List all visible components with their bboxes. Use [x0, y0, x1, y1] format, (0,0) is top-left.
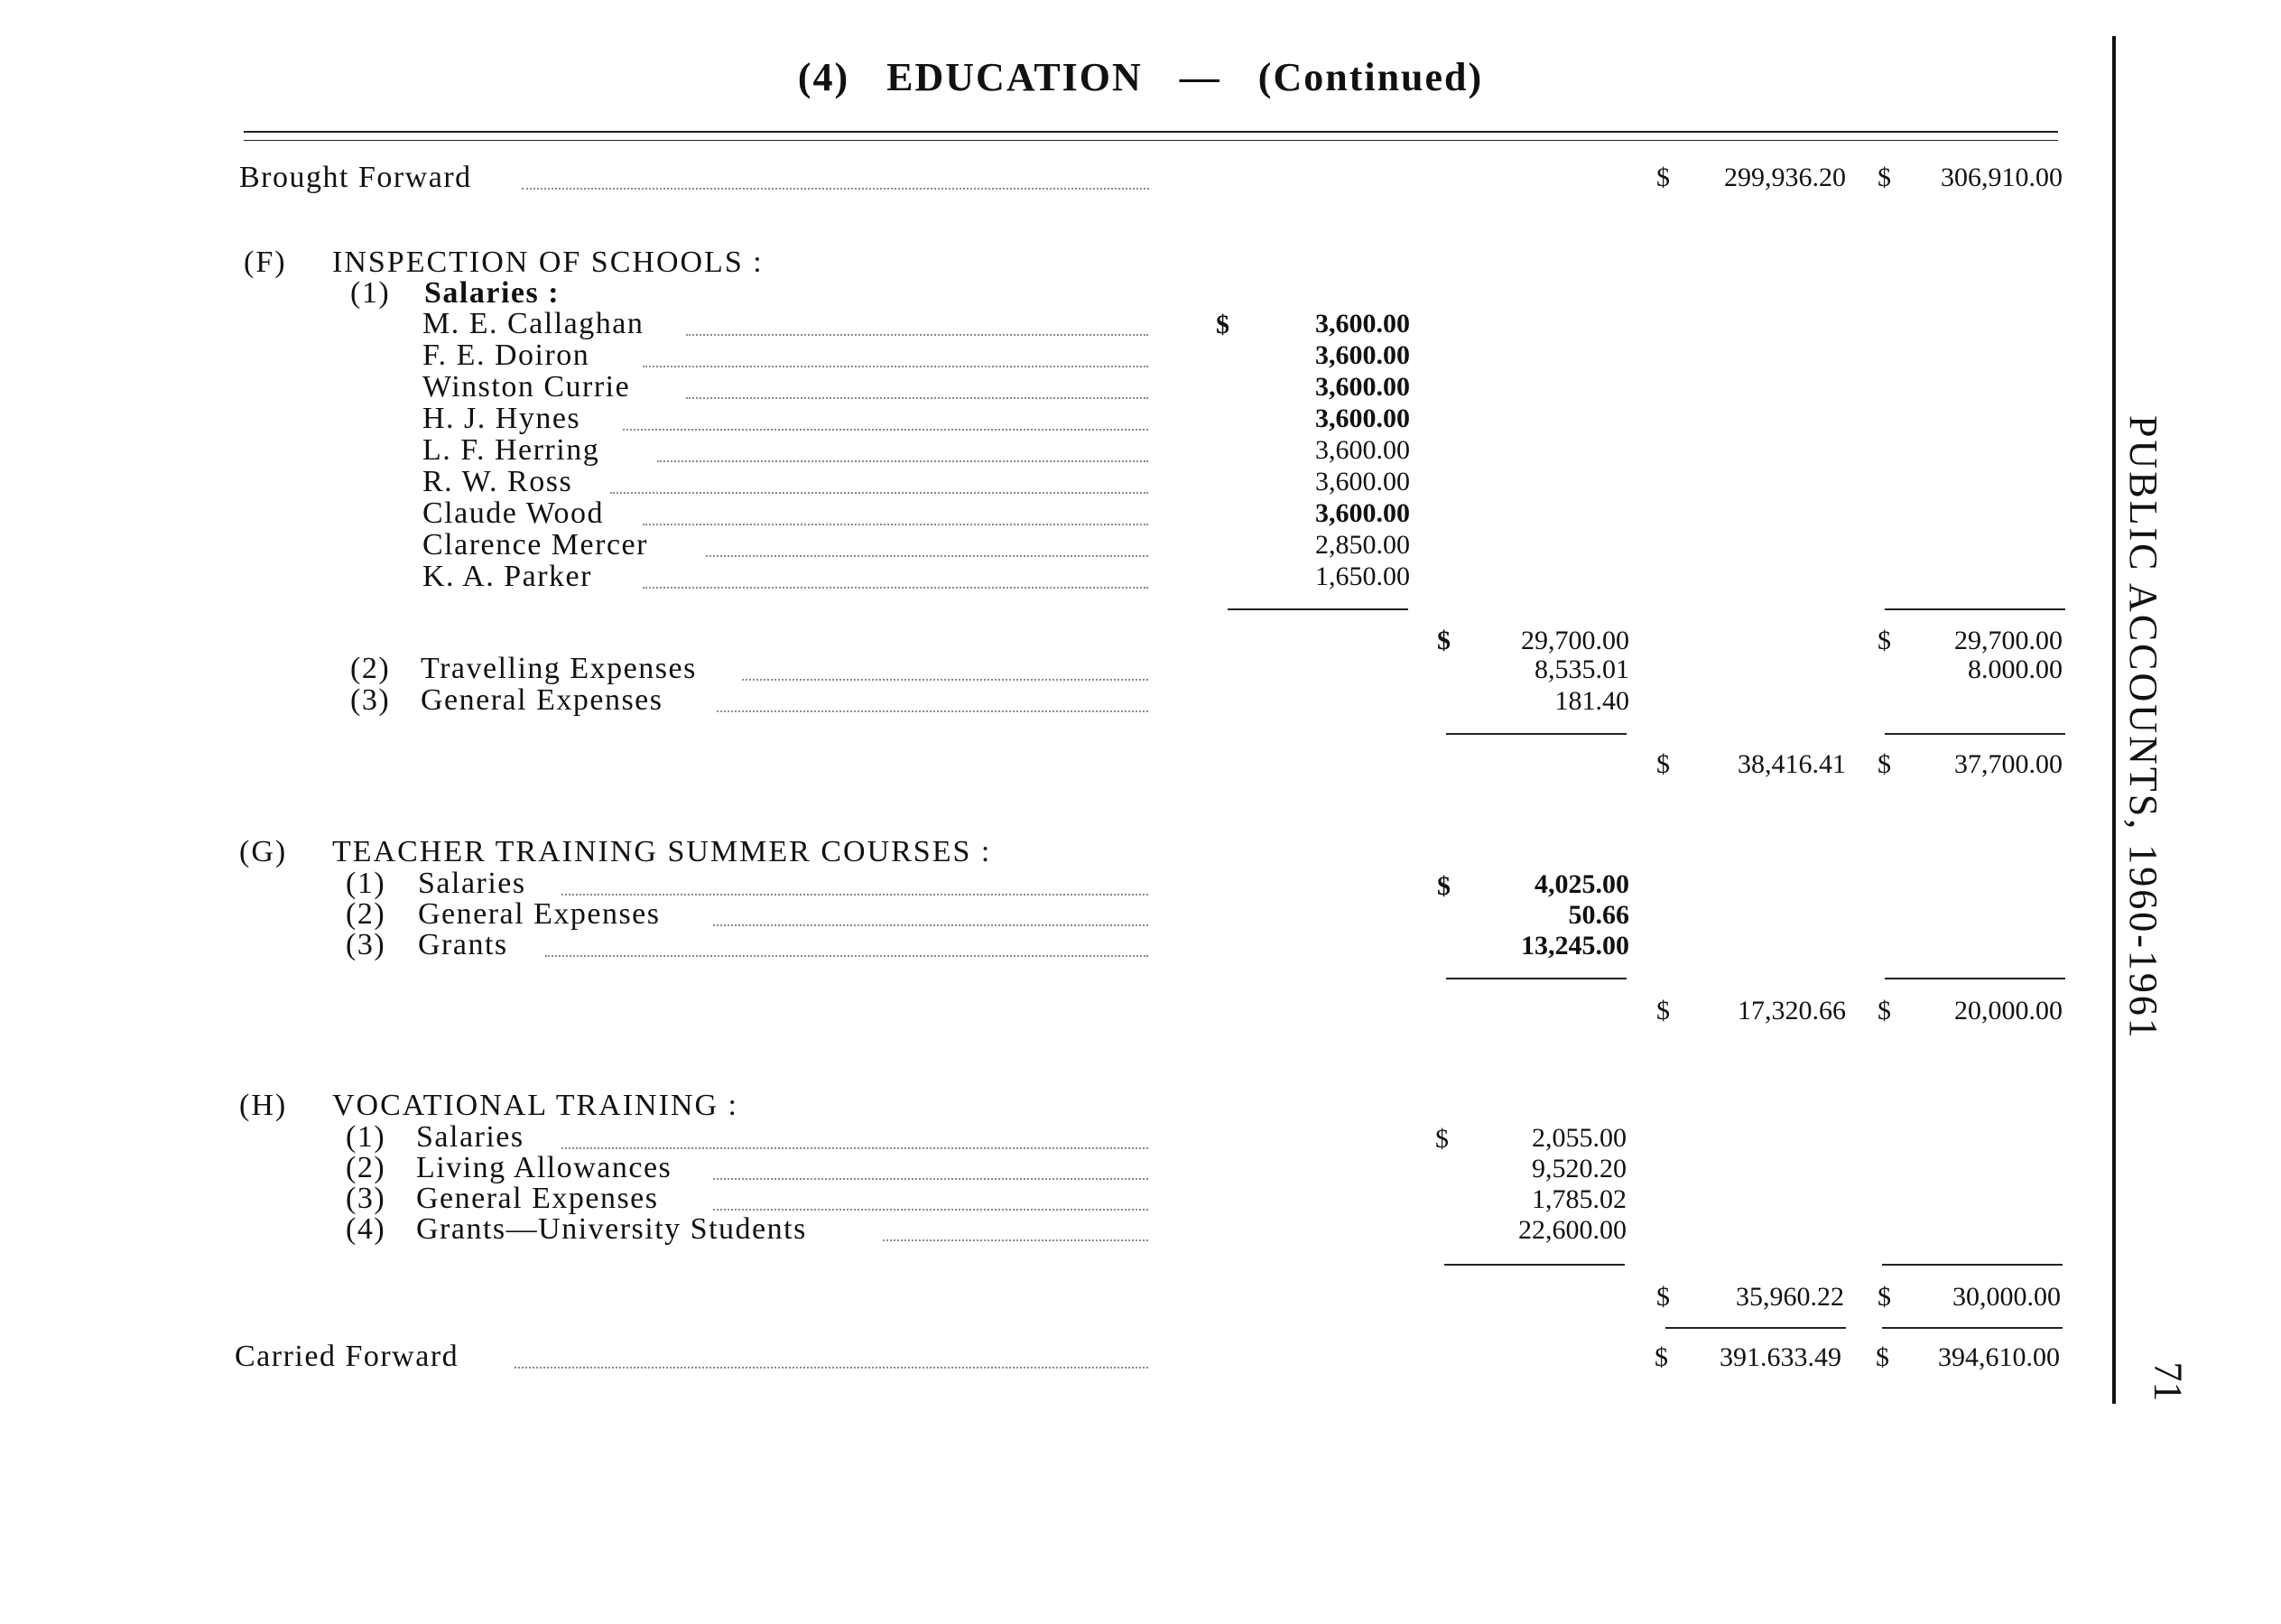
section-f-salaries-num: (1)	[350, 276, 391, 310]
section-g-item-label: Grants	[418, 928, 508, 961]
staff-salary: 3,600.00	[1315, 372, 1410, 402]
section-g-item-amount: 13,245.00	[1521, 931, 1629, 960]
staff-name: Clarence Mercer	[422, 528, 648, 561]
section-h-item-amount: 22,600.00	[1518, 1215, 1627, 1245]
subtotal-rule	[1882, 1264, 2063, 1266]
section-h-items-cur: $	[1435, 1124, 1449, 1154]
salaries-total: 29,700.00	[1521, 626, 1629, 655]
section-h-item-num: (1)	[346, 1120, 386, 1154]
section-h-heading: VOCATIONAL TRAINING :	[332, 1089, 738, 1122]
leader-dots	[883, 1239, 1148, 1241]
staff-salary: 3,600.00	[1315, 498, 1410, 528]
section-h-total-cur-2: $	[1878, 1282, 1891, 1312]
section-h-letter: (H)	[239, 1089, 288, 1122]
title-dash: —	[1179, 55, 1221, 99]
staff-salary: 3,600.00	[1315, 340, 1410, 370]
carried-forward-amount-1: 391.633.49	[1720, 1342, 1841, 1372]
est-salaries: 29,700.00	[1954, 626, 2063, 655]
general-amount: 181.40	[1554, 686, 1629, 716]
section-g-items-cur: $	[1437, 871, 1451, 901]
brought-forward-amount-1: 299,936.20	[1724, 162, 1846, 192]
section-f-item-label: Travelling Expenses	[421, 652, 697, 685]
section-f-letter: (F)	[244, 246, 287, 279]
leader-dots	[610, 492, 1148, 494]
subtotal-rule	[1885, 733, 2065, 735]
running-title: PUBLIC ACCOUNTS, 1960-1961	[2121, 415, 2165, 1041]
leader-dots	[643, 524, 1148, 525]
staff-name: Winston Currie	[422, 370, 631, 404]
est-travel: 8.000.00	[1968, 654, 2063, 684]
section-f-names-cur: $	[1216, 310, 1229, 339]
brought-forward-label: Brought Forward	[239, 161, 472, 194]
staff-name: F. E. Doiron	[422, 339, 590, 372]
leader-dots	[717, 710, 1148, 712]
section-h-total-1: 35,960.22	[1736, 1282, 1844, 1312]
total-rule	[1882, 1327, 2063, 1329]
section-f-item-num: (2)	[350, 652, 391, 685]
brought-forward-amount-2: 306,910.00	[1941, 162, 2063, 192]
section-h-item-label: Living Allowances	[416, 1151, 672, 1184]
section-h-item-label: Grants—University Students	[416, 1212, 807, 1246]
staff-salary: 3,600.00	[1315, 435, 1410, 465]
section-f-total-2: 37,700.00	[1954, 749, 2063, 779]
title-rule-2	[244, 140, 2058, 141]
section-f-item-label: General Expenses	[421, 683, 663, 717]
subtotal-rule	[1885, 978, 2065, 979]
section-h-item-num: (2)	[346, 1151, 386, 1184]
subtotal-rule	[1444, 1264, 1625, 1266]
staff-name: L. F. Herring	[422, 433, 600, 467]
section-f-total-cur-2: $	[1878, 749, 1891, 779]
section-h-item-amount: 9,520.20	[1532, 1154, 1627, 1183]
staff-salary: 3,600.00	[1315, 467, 1410, 496]
staff-salary: 1,650.00	[1315, 561, 1410, 591]
section-g-heading: TEACHER TRAINING SUMMER COURSES :	[332, 835, 992, 868]
leader-dots	[561, 894, 1148, 896]
leader-dots	[545, 955, 1148, 957]
staff-name: M. E. Callaghan	[422, 307, 644, 340]
section-h-total-cur-1: $	[1656, 1282, 1670, 1312]
brought-forward-cur-1: $	[1656, 162, 1670, 192]
title-rule-1	[244, 131, 2058, 133]
leader-dots	[686, 334, 1148, 336]
leader-dots	[706, 555, 1148, 557]
est-salaries-cur: $	[1878, 626, 1891, 655]
section-g-item-amount: 50.66	[1568, 900, 1629, 930]
section-g-item-num: (3)	[346, 928, 386, 961]
total-rule	[1665, 1327, 1846, 1329]
section-h-item-amount: 2,055.00	[1532, 1123, 1627, 1153]
subtotal-rule	[1446, 733, 1627, 735]
leader-dots	[522, 188, 1149, 190]
staff-name: K. A. Parker	[422, 560, 592, 593]
leader-dots	[561, 1147, 1148, 1149]
leader-dots	[623, 429, 1148, 431]
section-h-item-num: (3)	[346, 1182, 386, 1215]
travel-amount: 8,535.01	[1535, 654, 1629, 684]
carried-forward-amount-2: 394,610.00	[1938, 1342, 2060, 1372]
section-h-item-num: (4)	[346, 1212, 386, 1246]
section-g-letter: (G)	[239, 835, 288, 868]
leader-dots	[643, 366, 1148, 367]
leader-dots	[515, 1367, 1148, 1369]
section-title: EDUCATION	[886, 55, 1143, 99]
section-h-total-2: 30,000.00	[1952, 1282, 2061, 1312]
leader-dots	[713, 924, 1148, 926]
brought-forward-cur-2: $	[1878, 162, 1891, 192]
leader-dots	[686, 397, 1148, 399]
section-g-total-1: 17,320.66	[1738, 996, 1846, 1025]
section-f-salaries-label: Salaries :	[424, 276, 561, 310]
leader-dots	[713, 1178, 1148, 1180]
leader-dots	[643, 587, 1148, 589]
section-g-item-label: Salaries	[418, 867, 526, 900]
subtotal-rule	[1885, 608, 2065, 610]
section-g-item-label: General Expenses	[418, 897, 661, 931]
section-g-item-num: (1)	[346, 867, 386, 900]
section-g-total-2: 20,000.00	[1954, 996, 2063, 1025]
staff-name: Claude Wood	[422, 496, 605, 530]
leader-dots	[713, 1209, 1148, 1211]
section-h-item-label: General Expenses	[416, 1182, 659, 1215]
staff-salary: 3,600.00	[1315, 309, 1410, 339]
section-g-total-cur-2: $	[1878, 996, 1891, 1025]
title-continued: (Continued)	[1257, 55, 1484, 99]
staff-name: R. W. Ross	[422, 465, 573, 498]
section-g-total-cur-1: $	[1656, 996, 1670, 1025]
section-f-item-num: (3)	[350, 683, 391, 717]
section-f-heading: INSPECTION OF SCHOOLS :	[332, 246, 764, 279]
subtotal-rule	[1446, 978, 1627, 979]
page-title	[0, 54, 2281, 100]
staff-name: H. J. Hynes	[422, 402, 581, 435]
salaries-total-cur: $	[1437, 626, 1451, 655]
section-h-item-amount: 1,785.02	[1532, 1184, 1627, 1214]
staff-salary: 2,850.00	[1315, 530, 1410, 560]
carried-forward-label: Carried Forward	[235, 1340, 459, 1373]
carried-forward-cur-2: $	[1876, 1342, 1889, 1372]
page-number: 71	[2146, 1361, 2191, 1402]
section-g-item-num: (2)	[346, 897, 386, 931]
section-number: (4)	[797, 55, 850, 99]
section-g-item-amount: 4,025.00	[1535, 869, 1629, 899]
section-h-item-label: Salaries	[416, 1120, 524, 1154]
leader-dots	[657, 460, 1148, 462]
leader-dots	[742, 679, 1148, 681]
staff-salary: 3,600.00	[1315, 404, 1410, 433]
section-f-total-cur-1: $	[1656, 749, 1670, 779]
section-f-total-1: 38,416.41	[1738, 749, 1846, 779]
subtotal-rule	[1228, 608, 1408, 610]
carried-forward-cur-1: $	[1655, 1342, 1668, 1372]
